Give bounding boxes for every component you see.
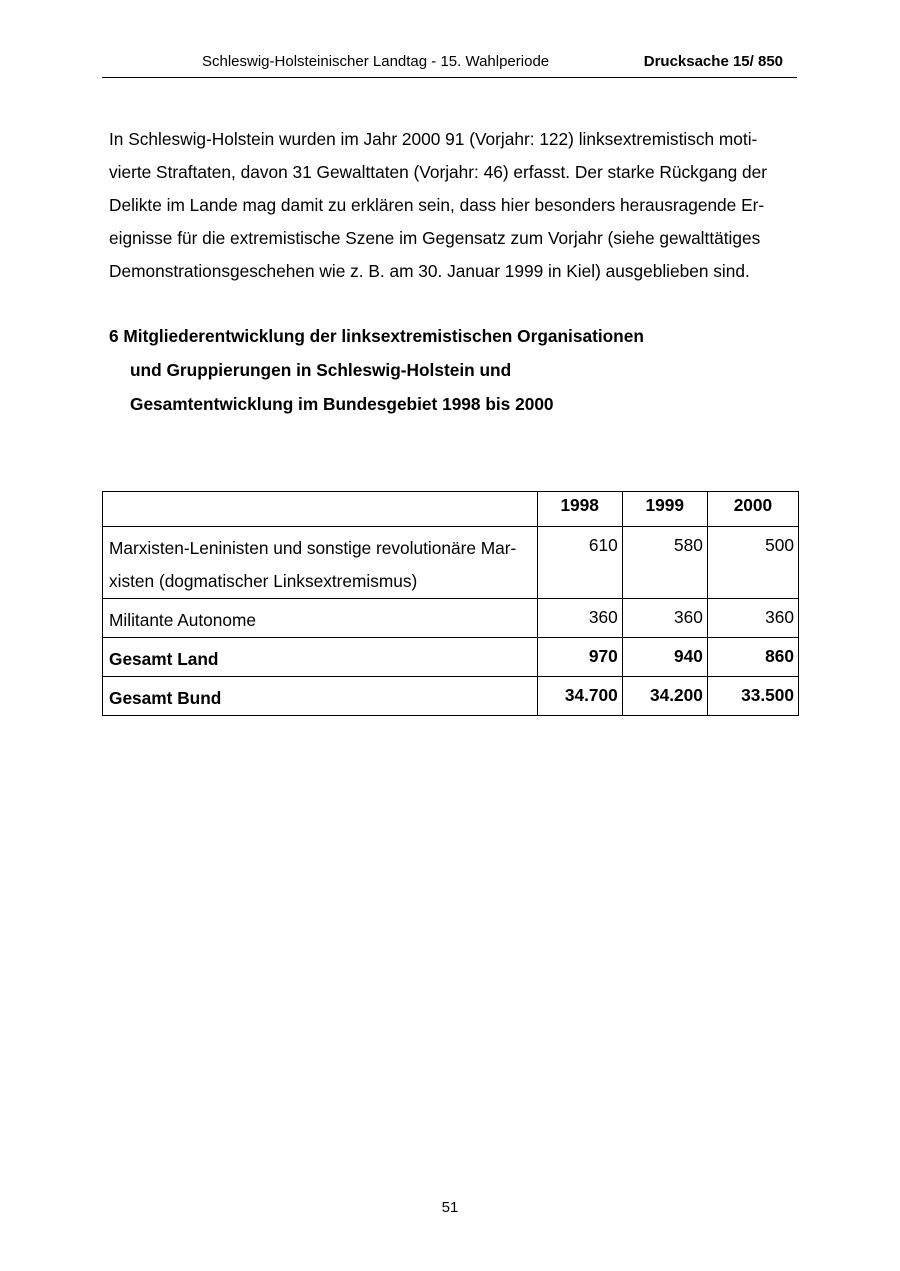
paragraph-line: In Schleswig-Holstein wurden im Jahr 2000 91 (Vorjahr: 122) linksextremistisch moti-: [109, 129, 758, 149]
row-label: [103, 638, 538, 677]
row-label-line: Marxisten-Leninisten und sonstige revolutionäre Mar-: [109, 538, 517, 558]
row-label-line: xisten (dogmatischer Linksextremismus): [109, 571, 418, 591]
row-label: [103, 599, 538, 638]
membership-table: [102, 491, 799, 716]
table-cell: 360: [622, 599, 707, 638]
row-label-line: Gesamt Bund: [109, 688, 222, 708]
table-cell: 360: [537, 599, 622, 638]
table-header-cell: 1999: [622, 492, 707, 527]
table-cell: 580: [622, 527, 707, 599]
section-heading-line: 6 Mitgliederentwicklung der linksextremistischen Organisationen: [109, 326, 644, 346]
header-title: Schleswig-Holsteinischer Landtag - 15. Wahlperiode: [202, 53, 550, 70]
section-heading-line: und Gruppierungen in Schleswig-Holstein und: [130, 360, 512, 380]
table-cell: 33.500: [707, 677, 798, 716]
table-cell: 360: [707, 599, 798, 638]
table-row: [103, 527, 799, 599]
row-label-line: Militante Autonome: [109, 610, 256, 630]
table-header-cell: 2000: [707, 492, 798, 527]
body-paragraph: [109, 123, 799, 288]
table-header-cell: [103, 492, 538, 527]
row-label-line: Gesamt Land: [109, 649, 219, 669]
page-header: [102, 50, 797, 78]
table-row-total-land: [103, 638, 799, 677]
header-doc-number: Drucksache 15/ 850: [643, 53, 783, 70]
table-cell: 860: [707, 638, 798, 677]
table-row-total-bund: [103, 677, 799, 716]
table-cell: 610: [537, 527, 622, 599]
paragraph-line: Demonstrationsgeschehen wie z. B. am 30. Januar 1999 in Kiel) ausgeblieben sind.: [109, 261, 750, 281]
table-cell: 34.200: [622, 677, 707, 716]
table-cell: 940: [622, 638, 707, 677]
paragraph-line: eignisse für die extremistische Szene im Gegensatz zum Vorjahr (siehe gewalttätiges: [109, 228, 761, 248]
row-label: [103, 527, 538, 599]
table-header-cell: 1998: [537, 492, 622, 527]
paragraph-line: Delikte im Lande mag damit zu erklären sein, dass hier besonders herausragende Er-: [109, 195, 765, 215]
page-number: 51: [441, 1199, 459, 1216]
table-header-row: [103, 492, 799, 527]
table-row: [103, 599, 799, 638]
section-heading-line: Gesamtentwicklung im Bundesgebiet 1998 bis 2000: [130, 394, 554, 414]
row-label: [103, 677, 538, 716]
table-cell: 970: [537, 638, 622, 677]
section-heading: [109, 319, 809, 421]
table-cell: 500: [707, 527, 798, 599]
table-cell: 34.700: [537, 677, 622, 716]
paragraph-line: vierte Straftaten, davon 31 Gewalttaten (Vorjahr: 46) erfasst. Der starke Rückgang der: [109, 162, 767, 182]
